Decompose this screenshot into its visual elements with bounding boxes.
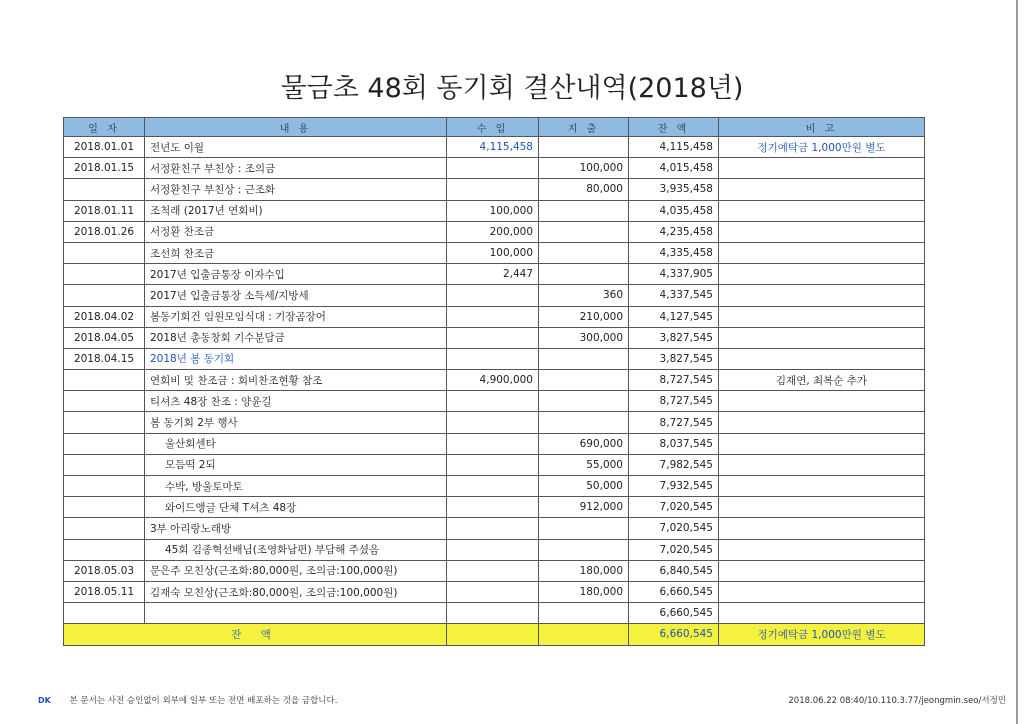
table-row <box>64 412 925 433</box>
footer-notice-text: 본 문서는 사전 승인없이 외부에 일부 또는 전면 배포하는 것을 금합니다. <box>69 696 338 706</box>
row-date <box>64 476 145 497</box>
row-expense: 100,000 <box>539 158 629 179</box>
company-logo-icon: DK <box>38 696 51 705</box>
row-description: 2018년 봄 동기회 <box>145 348 447 369</box>
row-balance: 7,020,545 <box>629 539 719 560</box>
row-note <box>719 179 925 200</box>
table-row <box>64 603 925 624</box>
header-income: 수 입 <box>447 118 539 137</box>
row-balance: 4,235,458 <box>629 221 719 242</box>
total-label: 잔 액 <box>64 624 447 645</box>
row-note <box>719 581 925 602</box>
row-note <box>719 433 925 454</box>
ledger-body <box>64 137 925 624</box>
row-balance: 4,335,458 <box>629 242 719 263</box>
row-expense: 210,000 <box>539 306 629 327</box>
row-note <box>719 285 925 306</box>
row-balance: 4,015,458 <box>629 158 719 179</box>
ledger-table <box>63 117 925 646</box>
row-expense <box>539 412 629 433</box>
row-date <box>64 539 145 560</box>
row-balance: 7,932,545 <box>629 476 719 497</box>
row-balance: 3,827,545 <box>629 327 719 348</box>
row-date <box>64 454 145 475</box>
row-note <box>719 518 925 539</box>
row-income <box>447 285 539 306</box>
row-balance: 8,727,545 <box>629 370 719 391</box>
table-row <box>64 327 925 348</box>
row-income <box>447 348 539 369</box>
row-note <box>719 200 925 221</box>
header-note: 비 고 <box>719 118 925 137</box>
row-date <box>64 391 145 412</box>
table-header-row <box>64 118 925 137</box>
table-row <box>64 518 925 539</box>
row-income <box>447 327 539 348</box>
row-description <box>145 603 447 624</box>
page-edge <box>1016 0 1018 724</box>
row-description: 2017년 입출금통장 이자수입 <box>145 264 447 285</box>
row-description: 서정환친구 부친상 : 근조화 <box>145 179 447 200</box>
row-expense <box>539 518 629 539</box>
row-income <box>447 454 539 475</box>
row-description: 수박, 방울토마토 <box>145 476 447 497</box>
row-balance: 7,982,545 <box>629 454 719 475</box>
row-balance: 6,660,545 <box>629 603 719 624</box>
row-date <box>64 433 145 454</box>
table-row <box>64 581 925 602</box>
row-expense: 912,000 <box>539 497 629 518</box>
row-income <box>447 518 539 539</box>
row-expense <box>539 137 629 158</box>
row-expense <box>539 391 629 412</box>
row-balance: 3,935,458 <box>629 179 719 200</box>
row-description: 봄동기회건 임원모임식대 : 기장곰장어 <box>145 306 447 327</box>
total-note: 정기예탁금 1,000만원 별도 <box>719 624 925 645</box>
row-balance: 7,020,545 <box>629 497 719 518</box>
row-description: 연회비 및 찬조금 : 회비찬조현황 참조 <box>145 370 447 391</box>
row-note <box>719 454 925 475</box>
row-income <box>447 433 539 454</box>
row-description: 2018년 총동창회 기수분담금 <box>145 327 447 348</box>
row-income <box>447 560 539 581</box>
row-date: 2018.04.05 <box>64 327 145 348</box>
row-note <box>719 348 925 369</box>
header-description: 내 용 <box>145 118 447 137</box>
row-date <box>64 179 145 200</box>
header-date: 일 자 <box>64 118 145 137</box>
row-expense: 55,000 <box>539 454 629 475</box>
row-description: 45회 김종혁선배님(조영화남편) 부담해 주셨음 <box>145 539 447 560</box>
row-date: 2018.01.11 <box>64 200 145 221</box>
row-balance: 6,660,545 <box>629 581 719 602</box>
table-row <box>64 497 925 518</box>
row-expense <box>539 264 629 285</box>
row-expense: 180,000 <box>539 581 629 602</box>
table-row <box>64 476 925 497</box>
row-income <box>447 581 539 602</box>
page-title: 물금초 48회 동기회 결산내역(2018년) <box>280 73 744 104</box>
total-row <box>64 624 925 645</box>
row-description: 조선희 찬조금 <box>145 242 447 263</box>
row-description: 2017년 입출금통장 소득세/지방세 <box>145 285 447 306</box>
header-balance: 잔 액 <box>629 118 719 137</box>
row-note: 정기예탁금 1,000만원 별도 <box>719 137 925 158</box>
row-expense: 180,000 <box>539 560 629 581</box>
row-date <box>64 242 145 263</box>
table-row <box>64 221 925 242</box>
row-description: 서정환 찬조금 <box>145 221 447 242</box>
row-balance: 8,727,545 <box>629 391 719 412</box>
row-expense <box>539 348 629 369</box>
row-date: 2018.05.11 <box>64 581 145 602</box>
row-note <box>719 412 925 433</box>
row-income: 4,900,000 <box>447 370 539 391</box>
row-income <box>447 603 539 624</box>
row-description: 조척래 (2017년 연회비) <box>145 200 447 221</box>
row-expense: 80,000 <box>539 179 629 200</box>
row-date <box>64 497 145 518</box>
row-date: 2018.01.01 <box>64 137 145 158</box>
table-row <box>64 242 925 263</box>
row-expense: 360 <box>539 285 629 306</box>
row-note <box>719 539 925 560</box>
row-balance: 6,840,545 <box>629 560 719 581</box>
row-note <box>719 242 925 263</box>
total-balance: 6,660,545 <box>629 624 719 645</box>
row-date: 2018.04.15 <box>64 348 145 369</box>
row-date: 2018.01.26 <box>64 221 145 242</box>
row-balance: 7,020,545 <box>629 518 719 539</box>
header-expense: 지 출 <box>539 118 629 137</box>
row-income <box>447 412 539 433</box>
row-note <box>719 497 925 518</box>
row-income: 4,115,458 <box>447 137 539 158</box>
row-note <box>719 158 925 179</box>
row-note <box>719 603 925 624</box>
row-income: 200,000 <box>447 221 539 242</box>
row-income: 100,000 <box>447 242 539 263</box>
row-note <box>719 306 925 327</box>
row-description: 문은주 모친상(근조화:80,000원, 조의금:100,000원) <box>145 560 447 581</box>
row-expense <box>539 221 629 242</box>
table-row <box>64 158 925 179</box>
table-row <box>64 391 925 412</box>
table-row <box>64 560 925 581</box>
row-expense <box>539 370 629 391</box>
row-description: 티셔츠 48장 찬조 : 양윤길 <box>145 391 447 412</box>
total-income <box>447 624 539 645</box>
table-row <box>64 539 925 560</box>
row-income <box>447 539 539 560</box>
row-note: 김재연, 최복순 추가 <box>719 370 925 391</box>
row-expense <box>539 539 629 560</box>
table-row <box>64 285 925 306</box>
row-description: 봄 동기회 2부 행사 <box>145 412 447 433</box>
row-income: 2,447 <box>447 264 539 285</box>
row-expense: 690,000 <box>539 433 629 454</box>
row-note <box>719 391 925 412</box>
row-expense: 50,000 <box>539 476 629 497</box>
row-expense: 300,000 <box>539 327 629 348</box>
row-income <box>447 306 539 327</box>
row-date: 2018.04.02 <box>64 306 145 327</box>
row-note <box>719 476 925 497</box>
row-balance: 8,727,545 <box>629 412 719 433</box>
table-row <box>64 454 925 475</box>
table-row <box>64 306 925 327</box>
row-description: 전년도 이월 <box>145 137 447 158</box>
row-date <box>64 370 145 391</box>
row-note <box>719 221 925 242</box>
row-date <box>64 518 145 539</box>
row-description: 서정환친구 부친상 : 조의금 <box>145 158 447 179</box>
row-date <box>64 603 145 624</box>
row-date <box>64 412 145 433</box>
row-income: 100,000 <box>447 200 539 221</box>
row-note <box>719 327 925 348</box>
row-balance: 4,115,458 <box>629 137 719 158</box>
row-description: 모듬떡 2되 <box>145 454 447 475</box>
row-note <box>719 560 925 581</box>
row-description: 3부 아리랑노래방 <box>145 518 447 539</box>
table-row <box>64 200 925 221</box>
table-row <box>64 264 925 285</box>
row-expense <box>539 200 629 221</box>
row-expense <box>539 603 629 624</box>
row-date: 2018.01.15 <box>64 158 145 179</box>
footer-notice <box>38 694 337 706</box>
row-balance: 4,337,905 <box>629 264 719 285</box>
row-date <box>64 264 145 285</box>
row-date <box>64 285 145 306</box>
row-income <box>447 391 539 412</box>
row-balance: 4,337,545 <box>629 285 719 306</box>
row-balance: 4,035,458 <box>629 200 719 221</box>
row-balance: 8,037,545 <box>629 433 719 454</box>
table-row <box>64 433 925 454</box>
table-row <box>64 370 925 391</box>
row-note <box>719 264 925 285</box>
row-date: 2018.05.03 <box>64 560 145 581</box>
footer-stamp: 2018.06.22 08:40/10.110.3.77/jeongmin.seo/서정민 <box>788 696 1006 706</box>
row-balance: 3,827,545 <box>629 348 719 369</box>
table-row <box>64 179 925 200</box>
table-row <box>64 348 925 369</box>
table-row <box>64 137 925 158</box>
row-income <box>447 179 539 200</box>
row-description: 울산회센타 <box>145 433 447 454</box>
row-description: 와이드앵글 단체 T셔츠 48장 <box>145 497 447 518</box>
row-balance: 4,127,545 <box>629 306 719 327</box>
row-income <box>447 158 539 179</box>
total-expense <box>539 624 629 645</box>
row-income <box>447 476 539 497</box>
row-income <box>447 497 539 518</box>
row-description: 김재숙 모친상(근조화:80,000원, 조의금:100,000원) <box>145 581 447 602</box>
row-expense <box>539 242 629 263</box>
